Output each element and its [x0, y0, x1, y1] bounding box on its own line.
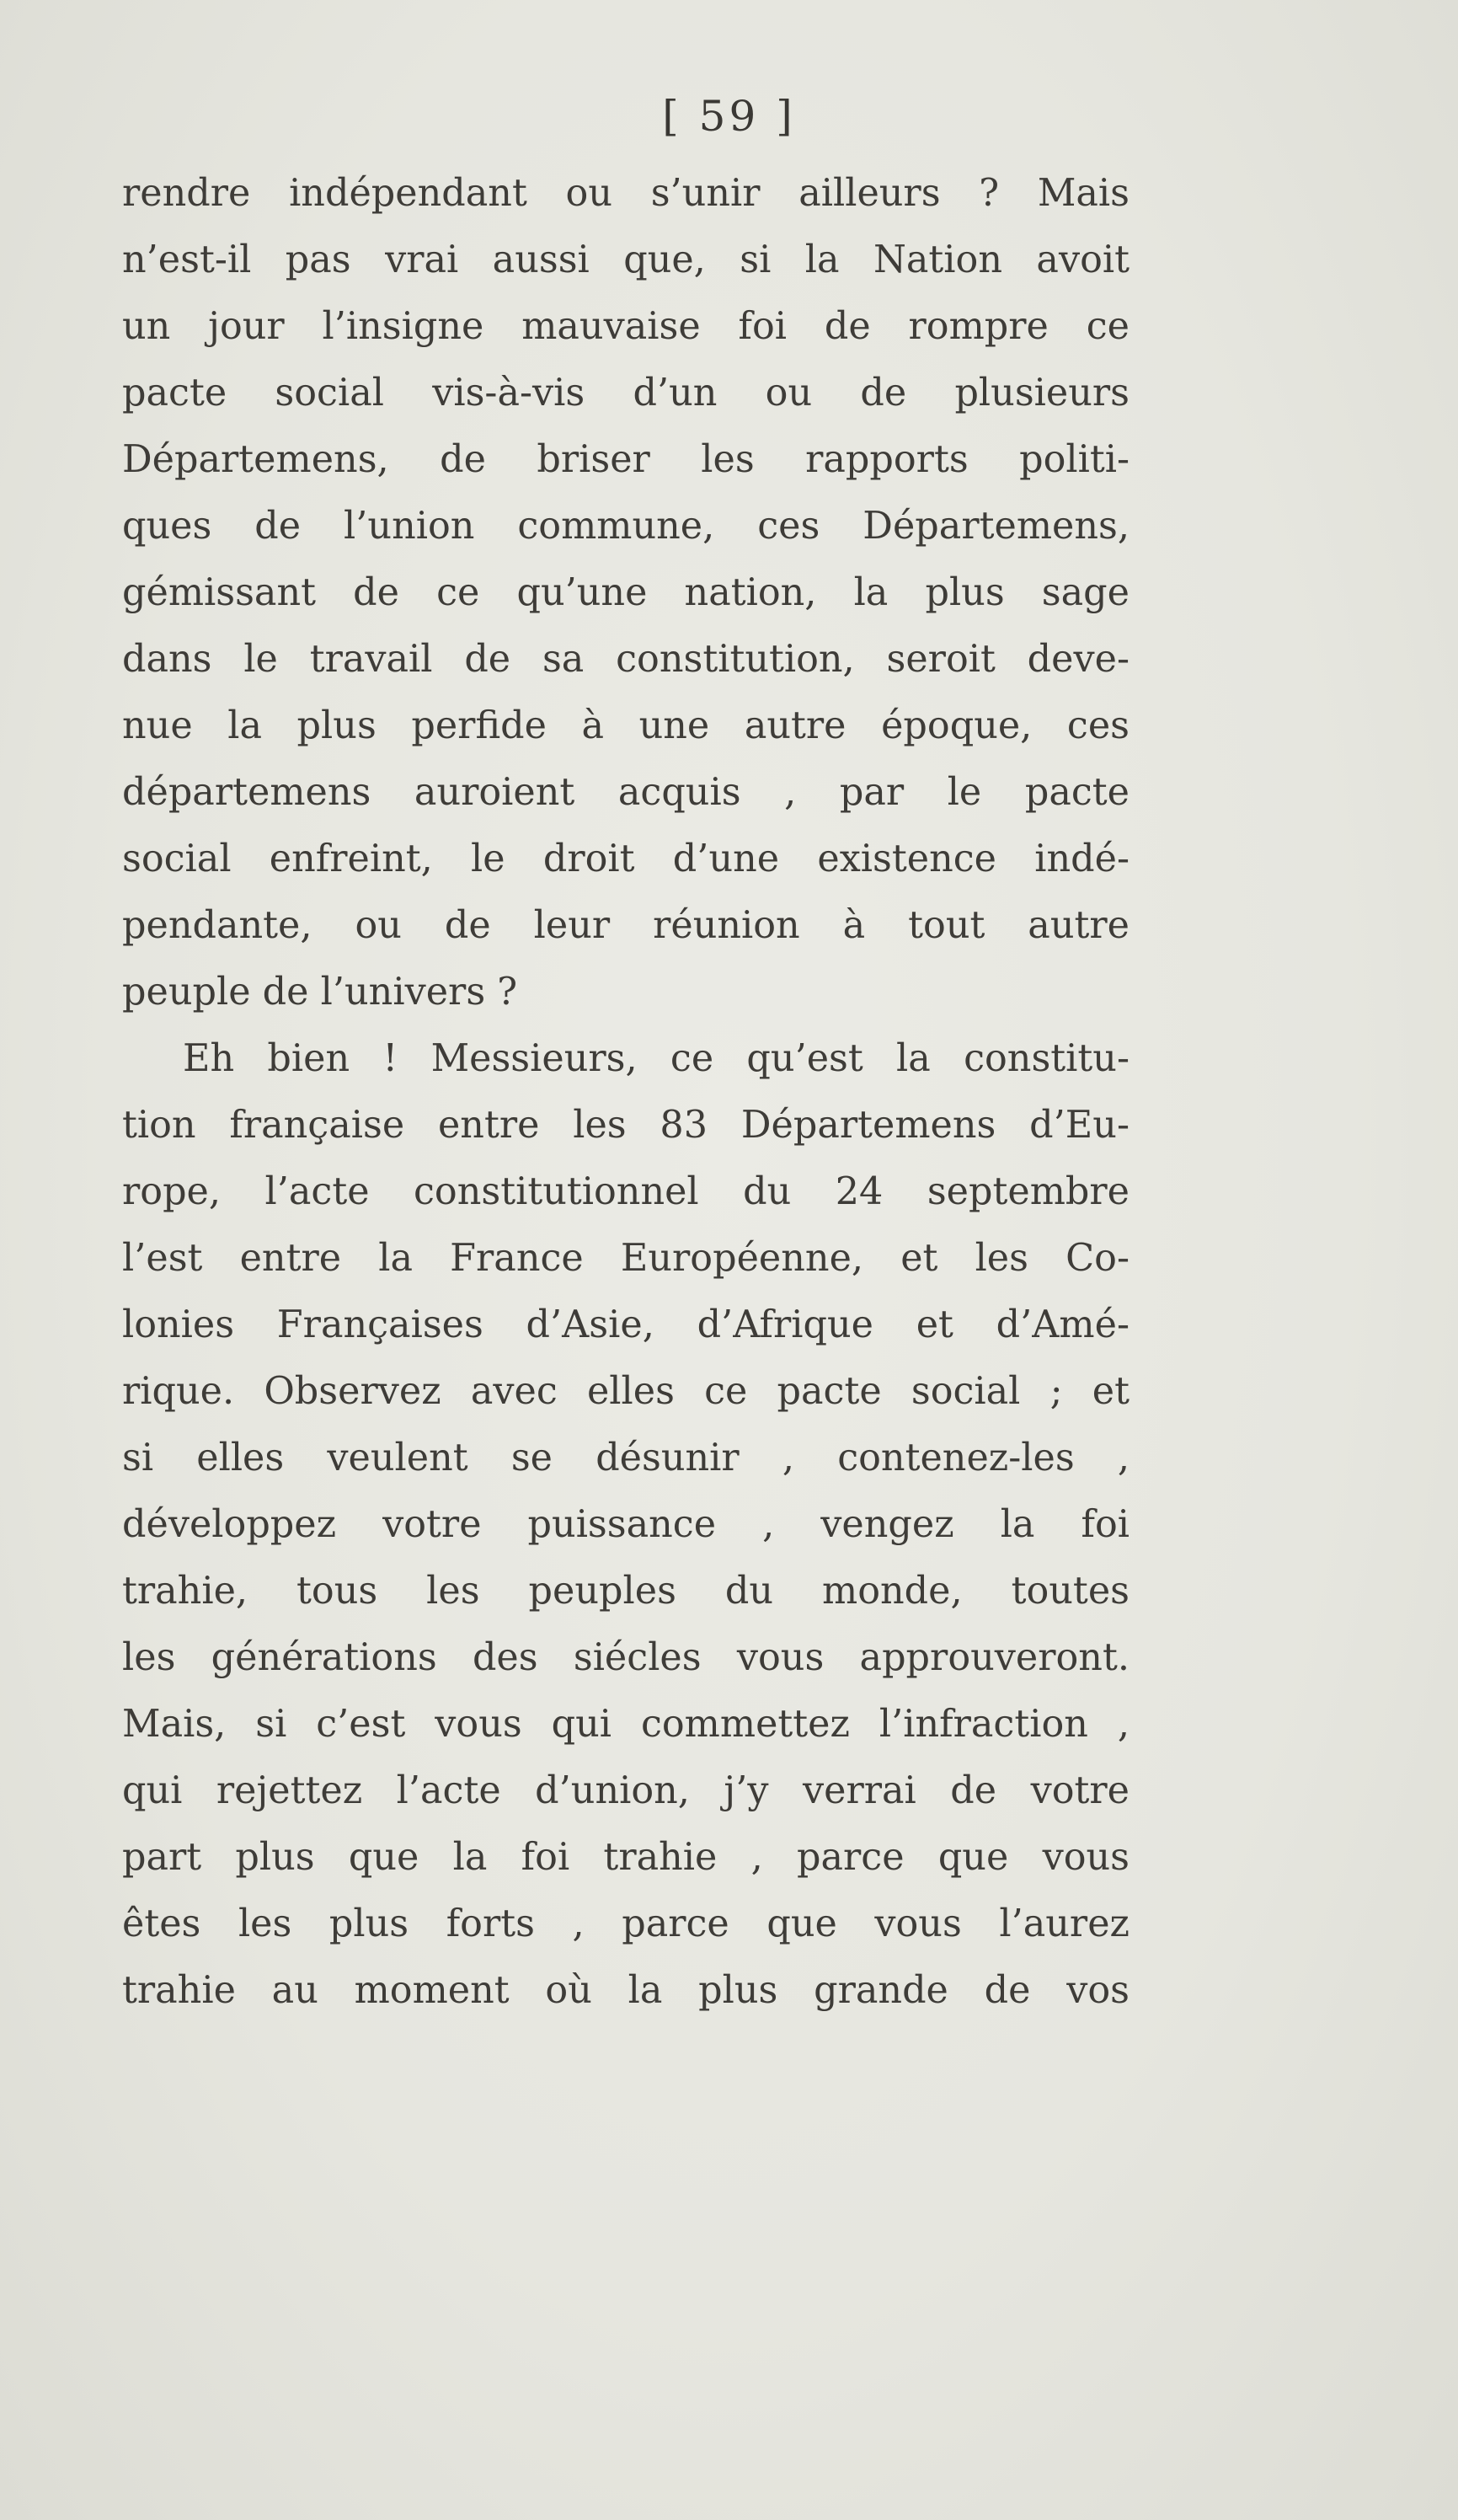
text-line: rique. Observez avec elles ce pacte social ; et: [122, 1370, 1130, 1413]
text-line: gémissant de ce qu’une nation, la plus sage: [122, 571, 1130, 614]
text-line: rendre indépendant ou s’unir ailleurs ? Mais: [122, 172, 1130, 215]
text-line: un jour l’insigne mauvaise foi de rompre ce: [122, 305, 1130, 348]
text-line: développez votre puissance , vengez la foi: [122, 1503, 1130, 1546]
text-line: social enfreint, le droit d’une existence indé-: [122, 837, 1130, 880]
text-line: ques de l’union commune, ces Départemens,: [122, 505, 1130, 548]
text-line: l’est entre la France Européenne, et les Co-: [122, 1237, 1130, 1280]
text-line: si elles veulent se désunir , contenez-les ,: [122, 1437, 1130, 1479]
text-line: n’est-il pas vrai aussi que, si la Nation avoit: [122, 238, 1130, 281]
text-line: trahie, tous les peuples du monde, toutes: [122, 1570, 1130, 1613]
text-line: qui rejettez l’acte d’union, j’y verrai de votre: [122, 1769, 1130, 1812]
text-line: Eh bien ! Messieurs, ce qu’est la constitu-: [183, 1037, 1130, 1080]
text-line: pendante, ou de leur réunion à tout autre: [122, 904, 1130, 947]
text-line: peuple de l’univers ?: [122, 971, 518, 1014]
text-line: nue la plus perfide à une autre époque, ces: [122, 704, 1130, 747]
text-line: rope, l’acte constitutionnel du 24 septembre: [122, 1170, 1130, 1213]
text-line: départemens auroient acquis , par le pacte: [122, 771, 1130, 814]
text-line: trahie au moment où la plus grande de vos: [122, 1969, 1130, 2012]
text-line: lonies Françaises d’Asie, d’Afrique et d’Amé-: [122, 1303, 1130, 1346]
text-line: tion française entre les 83 Départemens d’Eu-: [122, 1104, 1130, 1147]
text-line: part plus que la foi trahie , parce que vous: [122, 1836, 1130, 1879]
text-line: Mais, si c’est vous qui commettez l’infraction ,: [122, 1703, 1130, 1746]
text-line: dans le travail de sa constitution, seroit deve-: [122, 638, 1130, 681]
text-line: les générations des siécles vous approuveront.: [122, 1636, 1130, 1679]
text-line: êtes les plus forts , parce que vous l’aurez: [122, 1902, 1130, 1945]
text-line: pacte social vis-à-vis d’un ou de plusieurs: [122, 372, 1130, 415]
text-line: Départemens, de briser les rapports politi-: [122, 438, 1130, 481]
page-number: [ 59 ]: [662, 92, 796, 141]
